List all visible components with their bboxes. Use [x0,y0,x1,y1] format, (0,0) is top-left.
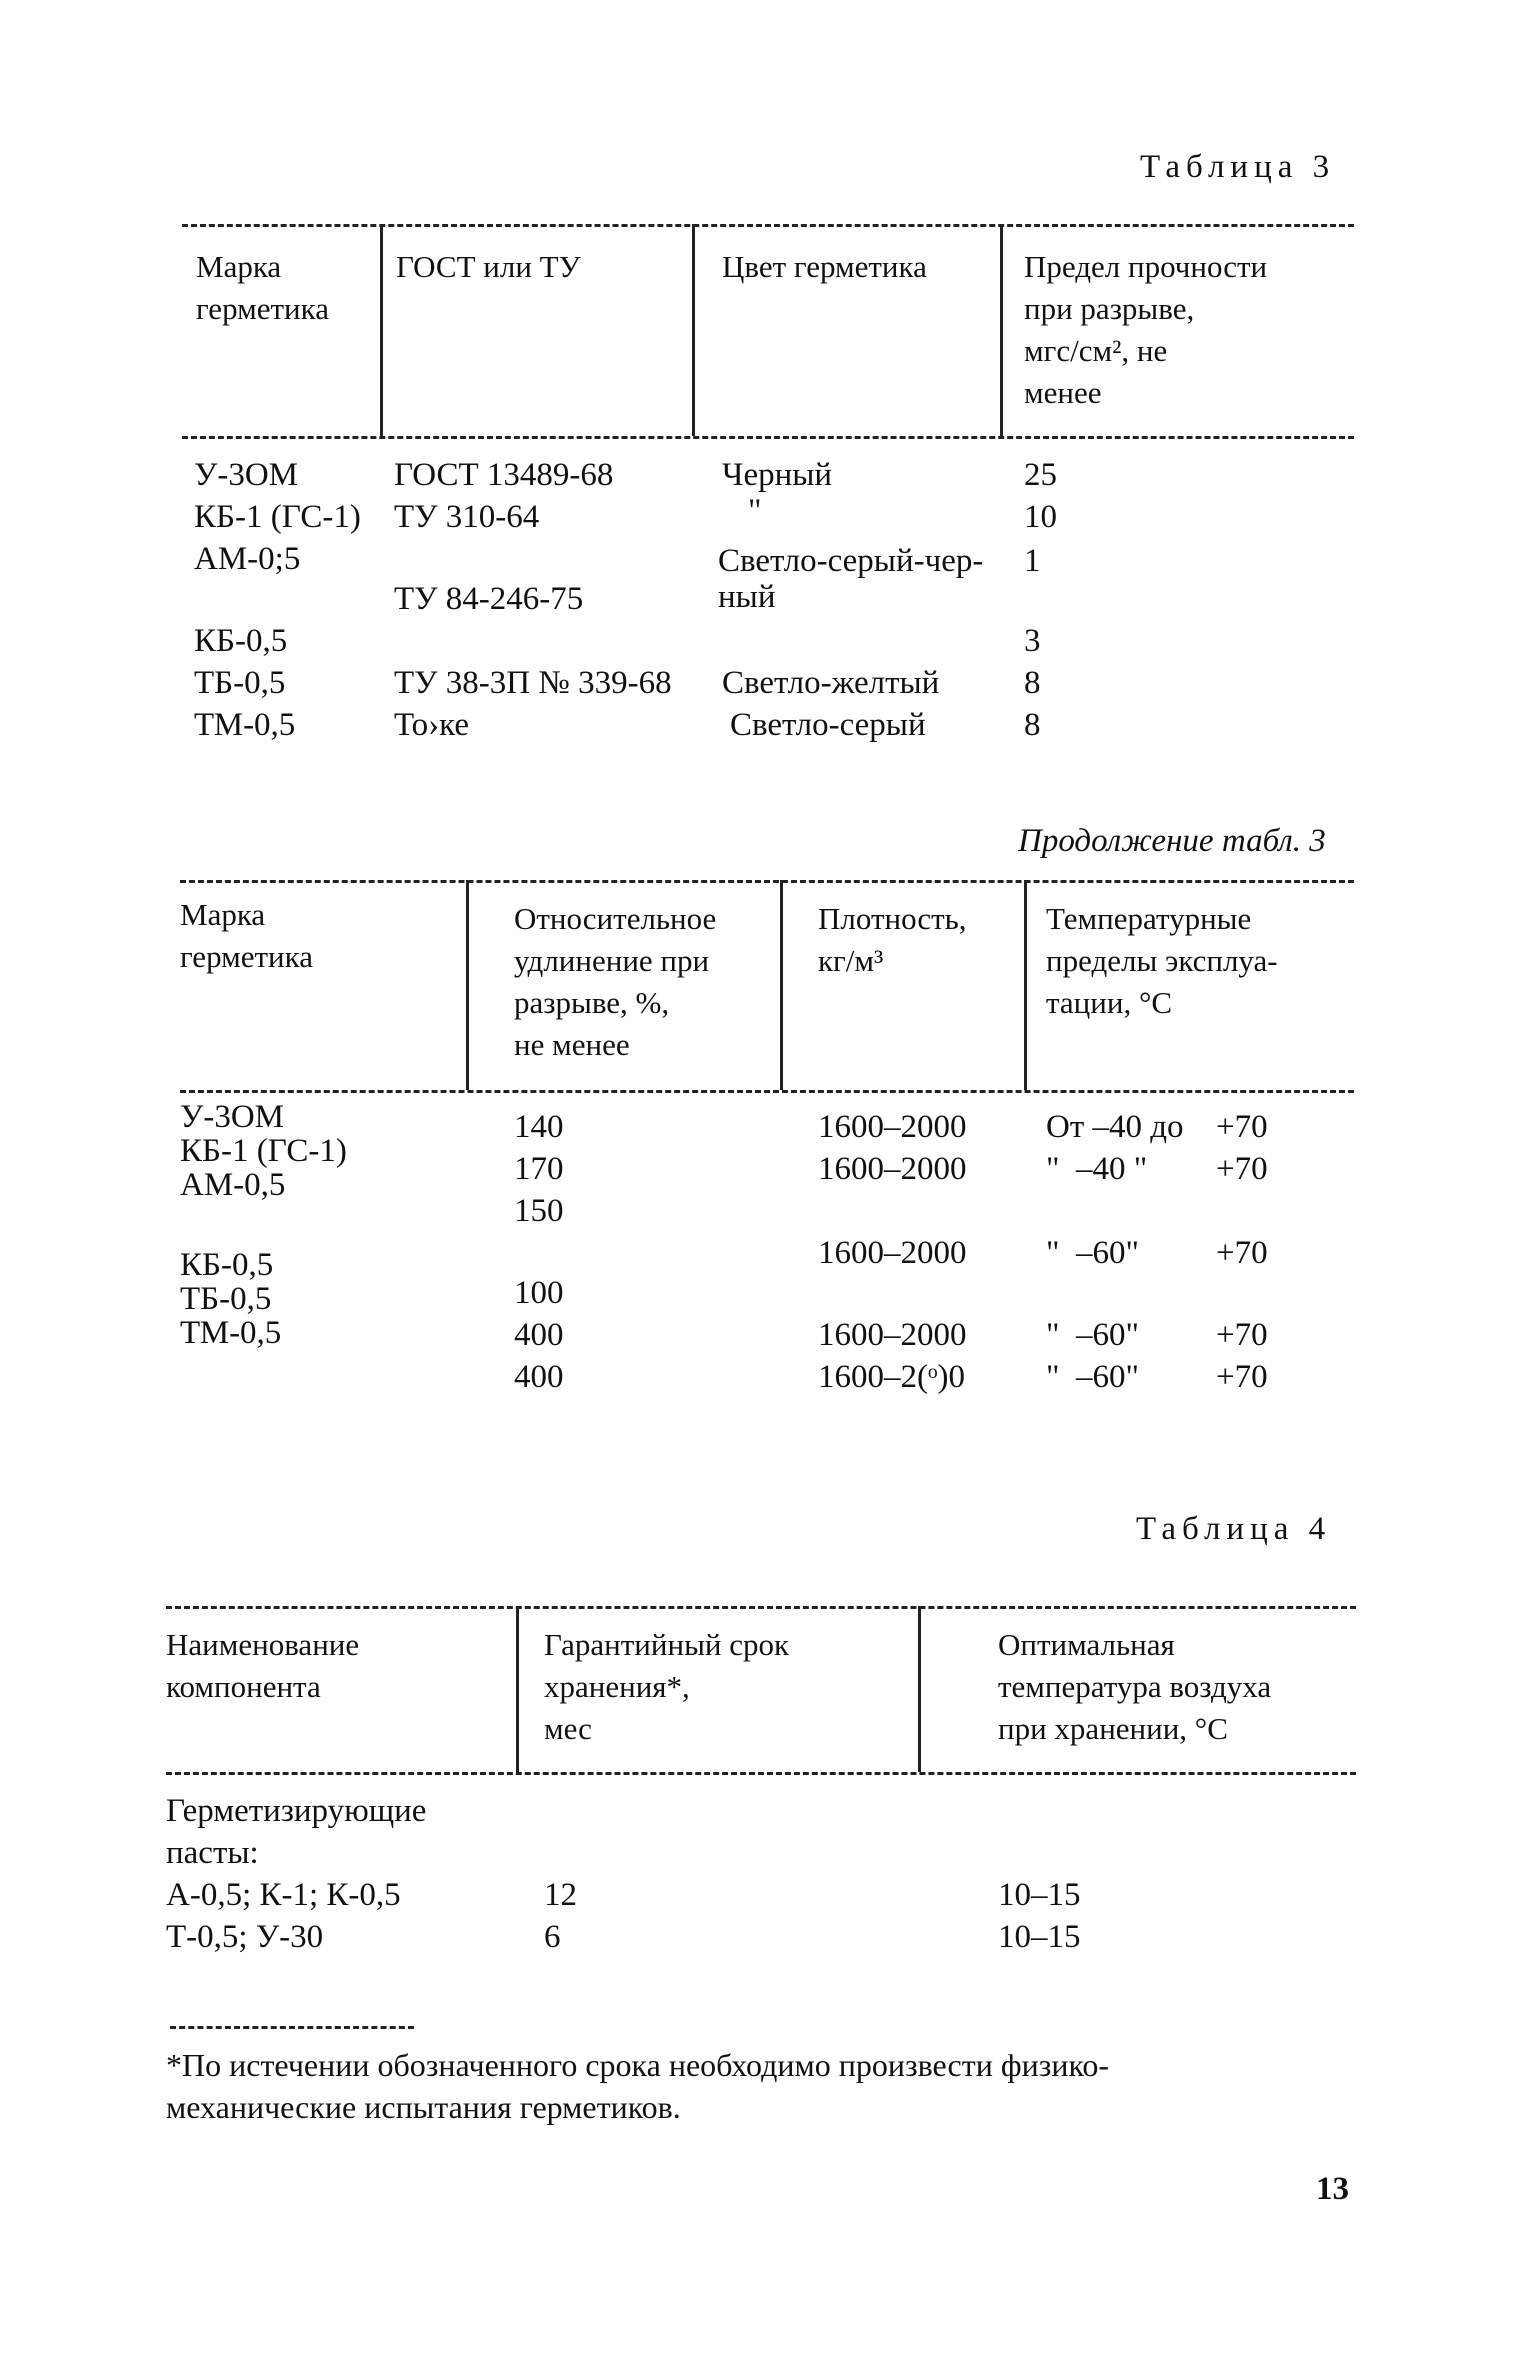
table3cont-elong-6: 400 [514,1317,564,1353]
table3-vline-1 [380,224,383,436]
table3cont-elong-1: 140 [514,1109,564,1145]
table3-row-5-strength: 3 [1024,623,1041,659]
table3-title: Таблица 3 [1140,149,1336,185]
table3-row-6-gost: ТУ 38-3П № 339-68 [394,665,672,701]
table3-header-color: Цвет герметика [722,249,927,284]
table3cont-grades: У-3ОМ КБ-1 (ГС-1) АМ-0,5 КБ-0,5 ТБ-0,5 ТМ-0,5 [180,1099,347,1351]
table3-header-gost: ГОСТ или ТУ [396,249,581,284]
table3cont-header-temp: Температурные пределы эксплуа- тации, °С [1046,901,1278,1020]
table3cont-vline-2 [780,880,783,1090]
table3-row-4-gost: ТУ 84-246-75 [394,581,584,617]
table3-row-5-grade: КБ-0,5 [194,623,288,659]
table3-vline-2 [692,224,695,436]
table3-row-2-grade: КБ-1 (ГС-1) [194,499,361,535]
table3-row-2-strength: 10 [1024,499,1057,535]
table4-header-name: Наименование компонента [166,1627,360,1704]
table3-row-7-grade: ТМ-0,5 [194,707,296,743]
table3cont-temp-to-2: +70 [1216,1151,1268,1187]
table4-header-rule [166,1772,1356,1775]
table3-cont-title: Продолжение табл. 3 [1018,823,1326,859]
table3cont-header-density: Плотность, кг/м³ [818,901,967,978]
table4-title: Таблица 4 [1136,1511,1332,1547]
table3cont-vline-1 [466,880,469,1090]
table3cont-elong-3: 150 [514,1193,564,1229]
table3-row-3-color: Светло-серый-чер- [718,543,984,579]
table4-row-2-name: Т-0,5; У-30 [166,1919,324,1955]
table3-row-7-gost: То›ке [394,707,470,743]
table4-row-2-temp: 10–15 [998,1919,1081,1955]
table3-row-1-gost: ГОСТ 13489-68 [394,457,614,493]
table3cont-vline-3 [1024,880,1027,1090]
table3cont-temp-to-4: +70 [1216,1235,1268,1271]
table3-row-4-color: ный [718,579,776,615]
table4-vline-2 [918,1606,921,1772]
table3cont-temp-from-1: От –40 до [1046,1109,1184,1145]
table3-row-6-color: Светло-желтый [722,665,940,701]
table4-header-temp: Оптимальная температура воздуха при хранении, °С [998,1627,1272,1746]
table3cont-temp-to-1: +70 [1216,1109,1268,1145]
table3cont-density-6: 1600–2000 [818,1317,967,1353]
table3cont-temp-to-6: +70 [1216,1317,1268,1353]
page-number: 13 [1316,2171,1349,2207]
table3cont-elong-5: 100 [514,1275,564,1311]
table3cont-temp-from-6: " –60" [1046,1317,1139,1353]
table3-top-rule [182,224,1354,227]
table3cont-temp-from-2: " –40 " [1046,1151,1148,1187]
table3cont-density-2: 1600–2000 [818,1151,967,1187]
table4-row-1-term: 12 [544,1877,577,1913]
table4-header-term: Гарантийный срок хранения*, мес [544,1627,790,1746]
table3-row-6-grade: ТБ-0,5 [194,665,286,701]
table3cont-density-1: 1600–2000 [818,1109,967,1145]
table3-row-1-strength: 25 [1024,457,1057,493]
table3-row-1-color: Черный [722,457,833,493]
table3-header-rule [182,436,1354,439]
table4-group-label: Герметизирующие пасты: [166,1793,427,1871]
table3-row-2-color: " [748,493,762,529]
table3cont-header-elong: Относительное удлинение при разрыве, %, не менее [514,901,717,1062]
table3-row-3-grade: АМ-0;5 [194,541,301,577]
table3-row-6-strength: 8 [1024,665,1041,701]
table3-header-strength: Предел прочности при разрыве, мгс/см², не менее [1024,249,1268,410]
table4-row-1-temp: 10–15 [998,1877,1081,1913]
table3-row-3-strength: 1 [1024,543,1041,579]
table3cont-elong-7: 400 [514,1359,564,1395]
table3cont-temp-to-7: +70 [1216,1359,1268,1395]
table3cont-header-grade: Марка герметика [180,897,313,974]
table4-top-rule [166,1606,1356,1609]
table3-row-1-grade: У-3ОМ [194,457,299,493]
table3-row-2-gost: ТУ 310-64 [394,499,540,535]
table3cont-temp-from-7: " –60" [1046,1359,1139,1395]
table3cont-top-rule [180,880,1354,883]
table4-vline-1 [516,1606,519,1772]
table3cont-header-rule [180,1090,1354,1093]
footnote-rule [170,2026,414,2029]
table3cont-elong-2: 170 [514,1151,564,1187]
table3cont-density-4: 1600–2000 [818,1235,967,1271]
table3cont-temp-from-4: " –60" [1046,1235,1139,1271]
table4-row-1-name: А-0,5; К-1; К-0,5 [166,1877,401,1913]
table3-vline-3 [1000,224,1003,436]
table3-header-grade: Марка герметика [196,249,329,326]
table3-row-7-strength: 8 [1024,707,1041,743]
table3cont-density-7: 1600–2(ᵒ)0 [818,1359,965,1395]
table3-row-7-color: Светло-серый [730,707,926,743]
footnote: *По истечении обозначенного срока необходимо произвести физико- механические испытания герметиков. [166,2047,1110,2125]
table4-row-2-term: 6 [544,1919,561,1955]
